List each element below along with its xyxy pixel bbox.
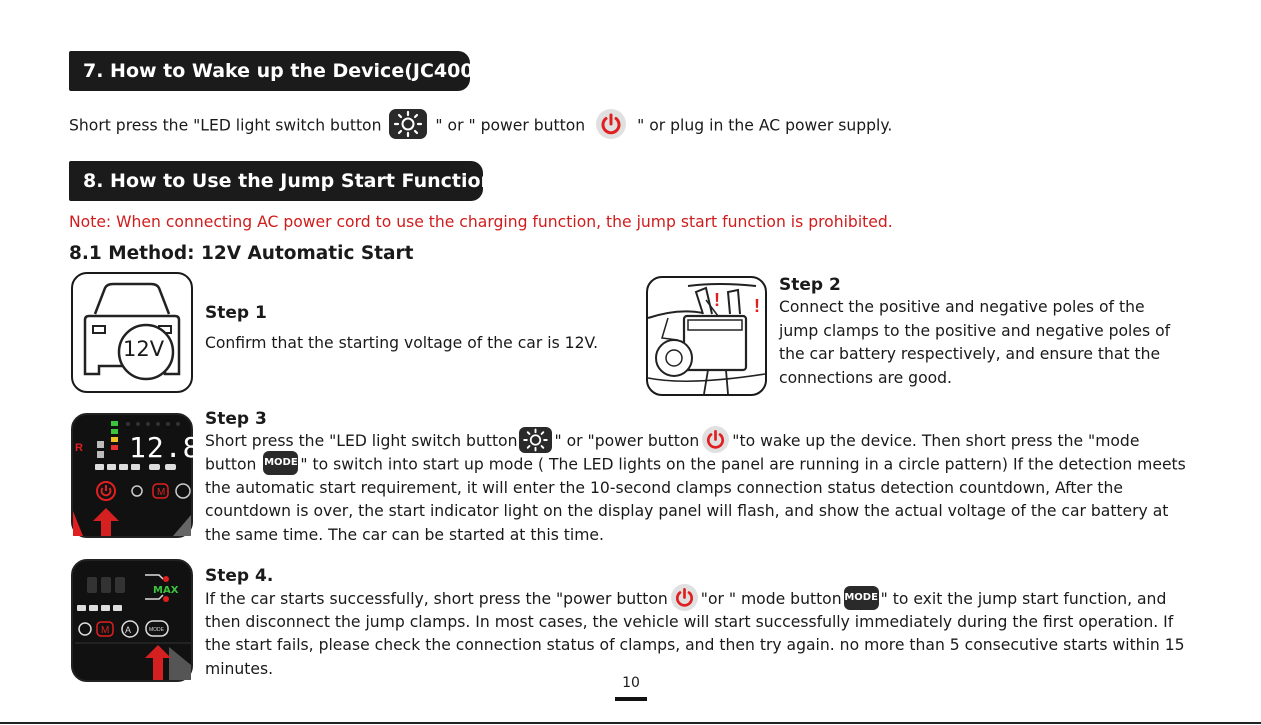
step-4-line-1 [205, 586, 1166, 613]
mode-icon: MODE [844, 586, 879, 610]
method-title: 8.1 Method: 12V Automatic Start [69, 243, 414, 264]
step-4-line-3: the start fails, please check the connection status of clamps, and then try again. no more than 5 consecutive starts within 15 [205, 636, 1185, 654]
step-2-title: Step 2 [779, 275, 841, 295]
section-7-title: 7. How to Wake up the Device(JC400)? [69, 51, 470, 91]
step-3-line-2b: " to switch into start up mode ( The LED lights on the panel are running in a circle pattern) If the detection meets [300, 455, 1186, 474]
svg-text:R: R [75, 442, 83, 454]
bottom-divider [0, 722, 1261, 724]
svg-text:A: A [125, 625, 132, 635]
mode-icon: MODE [263, 451, 298, 475]
svg-text:M: M [101, 625, 110, 636]
step-4-line-1a: If the car starts successfully, short press the "power button [205, 590, 668, 608]
device-panel-step3 [71, 413, 201, 538]
step-1-text: Confirm that the starting voltage of the car is 12V. [205, 334, 599, 352]
max-label: MAX [153, 585, 179, 596]
power-icon [596, 109, 626, 139]
step-4-line-4: minutes. [205, 660, 274, 678]
svg-text:!: ! [714, 290, 720, 310]
step-2-line: Connect the positive and negative poles of the [779, 298, 1145, 316]
step-3-line-1b: " or "power button [554, 432, 700, 450]
step-3-line-1 [205, 428, 1139, 455]
section-7-text [69, 111, 892, 141]
page-number: 10 [622, 675, 640, 691]
car-12v-illustration [71, 272, 193, 393]
voltage-badge: 12V [123, 337, 165, 361]
svg-text:!: ! [754, 296, 760, 316]
led-switch-icon [519, 427, 552, 453]
step-3-line-5: the same time. The car can be started at this time. [205, 526, 604, 544]
step-3-line-1c: "to wake up the device. Then short press the "mode [732, 432, 1140, 450]
step-3-line-4: countdown is over, the start indicator light on the display panel will flash, and show the actual voltage of the car battery at [205, 502, 1169, 520]
page-number-underline [615, 697, 647, 701]
step-3-line-1a: Short press the "LED light switch button [205, 432, 518, 450]
section-7-text-b: " or " power button [435, 116, 586, 135]
step-4-line-1c: " to exit the jump start function, and [880, 590, 1167, 608]
device-panel-step4 [71, 559, 193, 682]
led-switch-icon [389, 109, 427, 139]
step-4-title: Step 4. [205, 566, 274, 586]
section-7-text-a: Short press the "LED light switch button [69, 116, 382, 135]
step-1-title: Step 1 [205, 303, 267, 323]
step-3-title: Step 3 [205, 409, 267, 429]
car-icon [73, 274, 191, 391]
power-icon [671, 584, 698, 611]
svg-text:MODE: MODE [149, 627, 164, 633]
svg-text:M: M [157, 487, 166, 498]
step-4-line-1b: "or " mode button [700, 590, 842, 608]
section-7-text-c: " or plug in the AC power supply. [637, 116, 893, 135]
step-2-line: the car battery respectively, and ensure that the [779, 345, 1161, 363]
section-8-title: 8. How to Use the Jump Start Function? [69, 161, 483, 201]
voltage-display: 12.8 [129, 431, 201, 464]
step-2-line: connections are good. [779, 368, 953, 387]
battery-clamps-illustration [646, 276, 767, 396]
step-2-text [779, 296, 1170, 390]
power-icon [702, 426, 729, 453]
step-3-line-2 [205, 453, 1186, 477]
step-2-line: jump clamps to the positive and negative poles of [779, 321, 1171, 340]
step-3-line-3: the automatic start requirement, it will enter the 10-second clamps connection status detection countdown, After the [205, 479, 1123, 497]
prohibition-note: Note: When connecting AC power cord to use the charging function, the jump start function is prohibited. [69, 213, 893, 231]
step-3-line-2a: button [205, 455, 257, 474]
step-4-line-2: then disconnect the jump clamps. In most cases, the vehicle will start successfully immediately during the first operation. If [205, 613, 1174, 631]
